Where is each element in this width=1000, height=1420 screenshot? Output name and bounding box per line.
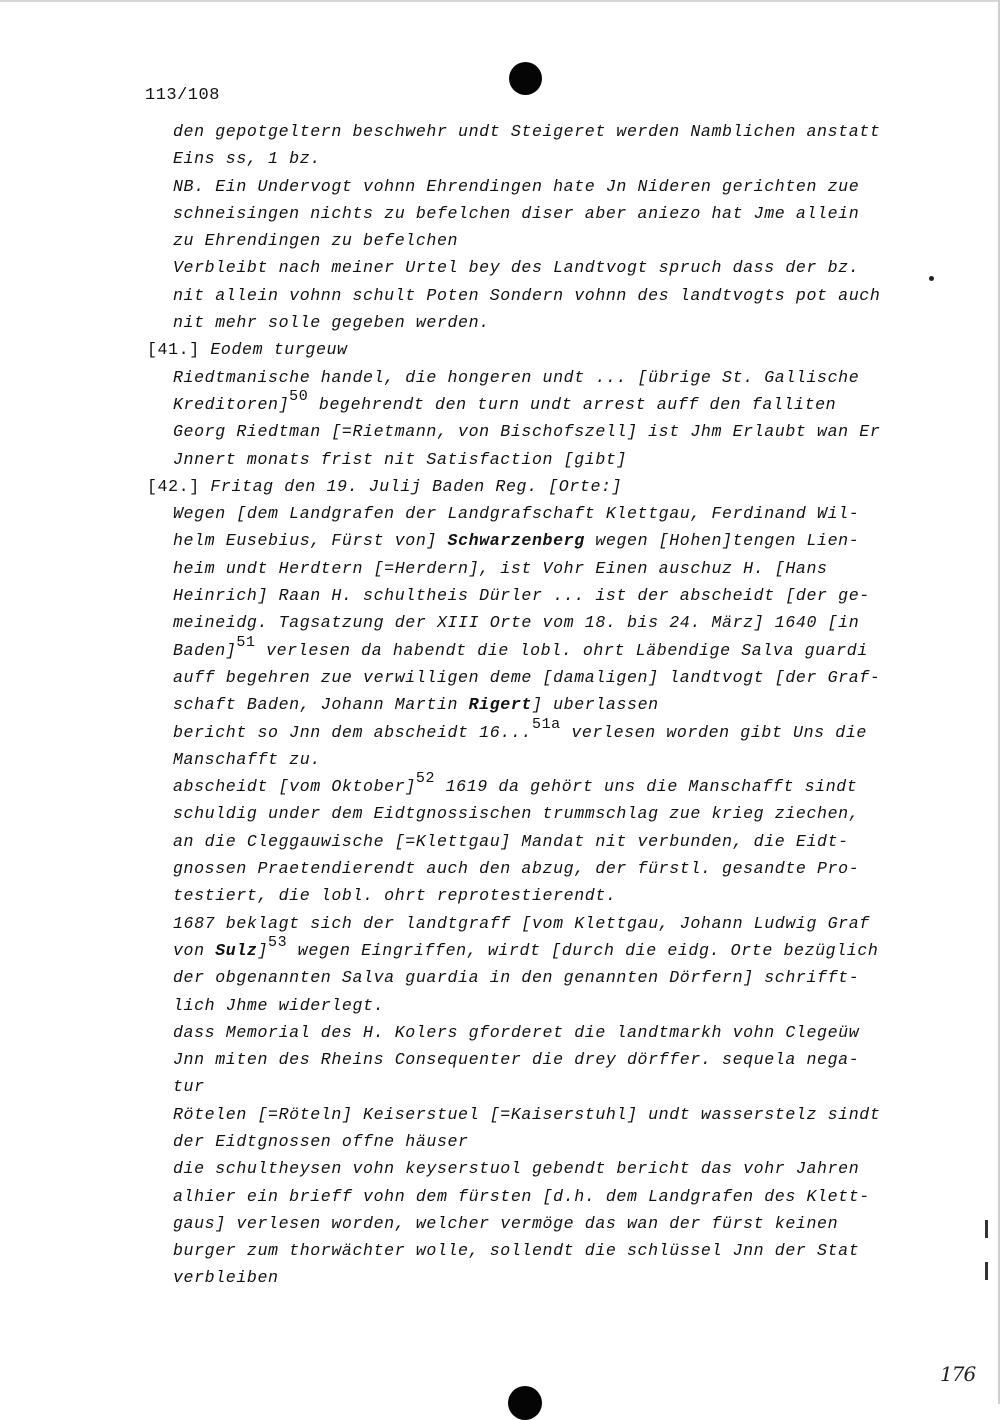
text-line: [147, 964, 907, 991]
line-text: Manschafft zu.: [173, 749, 321, 769]
text-line: [147, 800, 907, 827]
line-text: schneisingen nichts zu befelchen diser aber aniezo hat Jme allein: [173, 203, 860, 223]
text-line: [147, 387, 907, 418]
text-line: [147, 364, 907, 391]
line-text: Heinrich] Raan H. schultheis Dürler ... ist der abscheidt [der ge-: [173, 586, 870, 606]
line-text: heim undt Herdtern [=Herdern], ist Vohr Einen auschuz H. [Hans: [173, 558, 828, 578]
line-text: Rötelen [=Röteln] Keiserstuel [=Kaiserstuhl] undt wasserstelz sindt: [173, 1104, 881, 1124]
footnote-ref: 52: [415, 770, 436, 788]
footnote-ref: 51a: [531, 715, 561, 733]
text-line: [147, 309, 907, 336]
text-line: [147, 664, 907, 691]
text-line: [147, 746, 907, 773]
text-line: [147, 473, 907, 500]
text-line: [147, 770, 907, 800]
text-line: [147, 282, 907, 309]
line-text: verbleiben: [173, 1268, 279, 1288]
line-text: lich Jhme widerlegt.: [173, 995, 385, 1015]
text-line: [147, 1183, 907, 1210]
footnote-ref: 53: [268, 933, 288, 951]
line-text: die schultheysen vohn keyserstuol gebendt bericht das vohr Jahren: [173, 1159, 860, 1179]
line-text: alhier ein brieff vohn dem fürsten [d.h. dem Landgrafen des Klett-: [173, 1186, 870, 1206]
line-text: bericht so Jnn dem abscheidt 16...: [173, 722, 532, 742]
entry-number: [42.]: [147, 476, 211, 496]
page-number: 113/108: [145, 86, 220, 105]
line-text: Eodem turgeuw: [210, 340, 348, 360]
transcription-body: [147, 118, 907, 1292]
line-text: Jnn miten des Rheins Consequenter die drey dörffer. sequela nega-: [173, 1050, 860, 1070]
edge-mark: [985, 1262, 988, 1280]
line-text: Georg Riedtman [=Rietmann, von Bischofszell] ist Jhm Erlaubt wan Er: [173, 422, 881, 442]
line-text: an die Cleggauwische [=Klettgau] Mandat nit verbunden, die Eidt-: [173, 831, 849, 851]
text-line: [147, 227, 907, 254]
text-line: [147, 1155, 907, 1182]
line-text-cont: ]: [257, 940, 269, 960]
bold-name: Schwarzenberg: [447, 531, 585, 551]
text-line: [147, 500, 907, 527]
line-text-cont: wegen Eingriffen, wirdt [durch die eidg. Orte bezüglich: [287, 940, 879, 960]
text-line: [147, 633, 907, 664]
line-text: den gepotgeltern beschwehr undt Steigeret werden Namblichen anstatt: [173, 122, 881, 141]
line-text: schaft Baden, Johann Martin: [173, 695, 469, 715]
line-text: abscheidt [vom Oktober]: [173, 777, 416, 797]
line-text: dass Memorial des H. Kolers gforderet die landtmarkh vohn Clegeüw: [173, 1022, 860, 1042]
line-text-cont: verlesen da habendt die lobl. ohrt Läbendige Salva guardi: [255, 640, 868, 660]
bold-name: Rigert: [468, 695, 532, 715]
text-line: [147, 200, 907, 227]
text-line: [147, 855, 907, 882]
text-line: [147, 555, 907, 582]
line-text: auff begehren zue verwilligen deme [damaligen] landtvogt [der Graf-: [173, 667, 881, 687]
text-line: [147, 1128, 907, 1155]
line-text: der Eidtgnossen offne häuser: [173, 1131, 469, 1151]
line-text: Fritag den 19. Julij Baden Reg. [Orte:]: [210, 476, 623, 496]
text-line: [147, 691, 907, 718]
footnote-ref: 50: [289, 387, 309, 405]
text-line: [147, 715, 907, 746]
line-text: Kreditoren]: [173, 394, 290, 414]
text-line: [147, 828, 907, 855]
line-text: gnossen Praetendierendt auch den abzug, der fürstl. gesandte Pro-: [173, 859, 860, 879]
line-text-cont: begehrendt den turn undt arrest auff den falliten: [308, 394, 837, 414]
line-text: der obgenannten Salva guardia in den genannten Dörfern] schrifft-: [173, 968, 860, 988]
line-text: von: [173, 940, 216, 960]
text-line: [147, 582, 907, 609]
line-text-cont: verlesen worden gibt Uns die: [560, 722, 867, 742]
text-line: [147, 145, 907, 172]
line-text: tur: [173, 1077, 205, 1097]
line-text: nit mehr solle gegeben werden.: [173, 313, 490, 333]
line-text: schuldig under dem Eidtgnossischen trummschlag zue krieg ziechen,: [173, 804, 860, 824]
line-text: Baden]: [173, 640, 237, 660]
line-text: NB. Ein Undervogt vohnn Ehrendingen hate Jn Nideren gerichten zue: [173, 176, 860, 196]
line-text: burger zum thorwächter wolle, sollendt die schlüssel Jnn der Stat: [173, 1241, 860, 1261]
text-line: [147, 173, 907, 200]
line-text: gaus] verlesen worden, welcher vermöge das wan der fürst keinen: [173, 1213, 839, 1233]
text-line: [147, 527, 907, 554]
text-line: [147, 1046, 907, 1073]
text-line: [147, 1101, 907, 1128]
line-text: Eins ss, 1 bz.: [173, 149, 321, 169]
page-top-edge: [0, 0, 1000, 2]
punch-hole-bottom: [508, 1386, 542, 1420]
text-line: [147, 992, 907, 1019]
line-text: helm Eusebius, Fürst von]: [173, 531, 448, 551]
edge-mark: [985, 1220, 988, 1238]
text-line: [147, 1210, 907, 1237]
text-line: [147, 910, 907, 937]
text-line: [147, 254, 907, 281]
entry-number: [41.]: [147, 340, 211, 360]
line-text-cont: wegen [Hohen]tengen Lien-: [584, 531, 860, 551]
line-text: nit allein vohnn schult Poten Sondern vohnn des landtvogts pot auch: [173, 285, 881, 305]
text-line: [147, 118, 907, 145]
line-text: zu Ehrendingen zu befelchen: [173, 231, 459, 251]
footnote-ref: 51: [236, 633, 256, 651]
handwritten-folio-number: 176: [940, 1362, 976, 1386]
text-line: [147, 933, 907, 964]
text-line: [147, 1073, 907, 1100]
line-text: Jnnert monats frist nit Satisfaction [gibt]: [173, 449, 627, 469]
text-line: [147, 418, 907, 445]
line-text: testiert, die lobl. ohrt reprotestierendt.: [173, 886, 617, 906]
text-line: [147, 1019, 907, 1046]
text-line: [147, 1237, 907, 1264]
line-text: Wegen [dem Landgrafen der Landgrafschaft Klettgau, Ferdinand Wil-: [173, 504, 860, 524]
text-line: [147, 446, 907, 473]
line-text: 1687 beklagt sich der landtgraff [vom Klettgau, Johann Ludwig Graf: [173, 913, 870, 933]
line-text: meineidg. Tagsatzung der XIII Orte vom 18. bis 24. März] 1640 [in: [173, 613, 860, 633]
text-line: [147, 609, 907, 636]
line-text-cont: 1619 da gehört uns die Manschafft sindt: [435, 777, 858, 797]
line-text: Riedtmanische handel, die hongeren undt ... [übrige St. Gallische: [173, 367, 860, 387]
line-text-cont: ] uberlassen: [531, 695, 659, 715]
punch-hole-top: [509, 62, 542, 95]
line-text: Verbleibt nach meiner Urtel bey des Landtvogt spruch dass der bz.: [173, 258, 860, 278]
bold-name: Sulz: [215, 940, 258, 960]
text-line: [147, 882, 907, 909]
text-line: [147, 1264, 907, 1291]
margin-dot: [929, 276, 934, 281]
text-line: [147, 336, 907, 363]
